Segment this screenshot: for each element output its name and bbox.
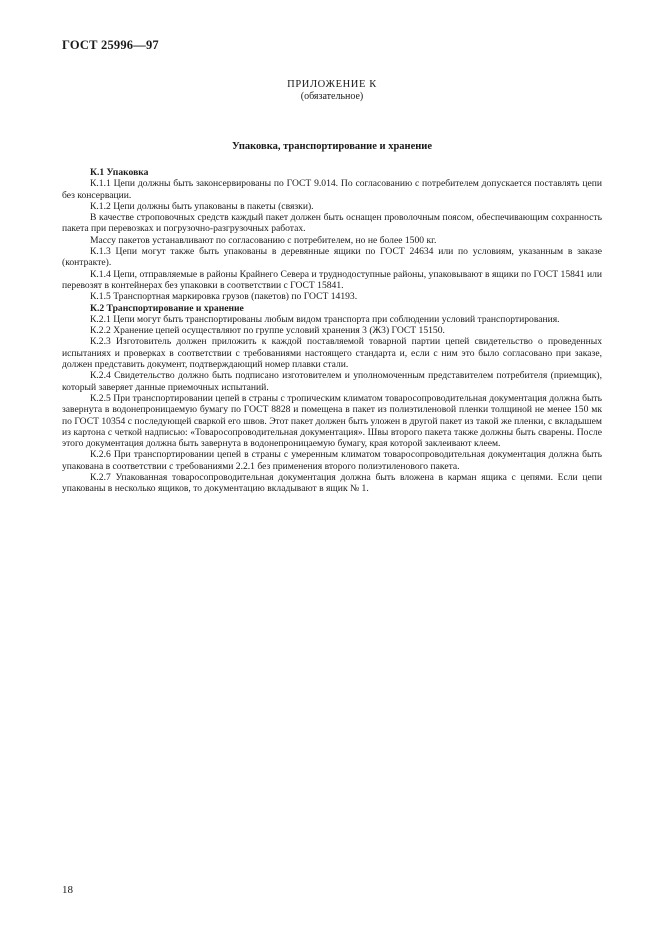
paragraph: К.2.2 Хранение цепей осуществляют по группе условий хранения 3 (Ж3) ГОСТ 15150. [90,325,445,337]
body-text [62,167,602,495]
appendix-heading [62,79,602,103]
paragraph: К.1.4 Цепи, отправляемые в районы Крайнего Севера и труднодоступные районы, упаковывают в ящики по ГОСТ 15841 или перевозят в контейнерах без упаковки в соответствии с ГОСТ 15841. [62,268,602,291]
paragraph: К.2.1 Цепи могут быть транспортированы любым видом транспорта при соблюдении условий транспортирования. [90,313,560,325]
paragraph: К.2.6 При транспортировании цепей в страны с умеренным климатом товаросопроводительная документация должна быть упакована в соответствии с требованиями 2.2.1 без применения второго полиэтиленового пакета. [62,449,602,472]
document-code: ГОСТ 25996—97 [62,38,159,52]
page-number: 18 [62,884,73,896]
paragraph: К.2.4 Свидетельство должно быть подписано изготовителем и уполномоченным представителем потребителя (приемщик), который заверяет данные приемочных испытаний. [62,370,602,393]
paragraph: Массу пакетов устанавливают по согласованию с потребителем, но не более 1500 кг. [90,234,437,246]
subsection-heading: К.2 Транспортирование и хранение [90,302,244,314]
appendix-title: ПРИЛОЖЕНИЕ К [287,79,377,90]
paragraph: К.1.5 Транспортная маркировка грузов (пакетов) по ГОСТ 14193. [90,291,358,303]
paragraph: К.2.3 Изготовитель должен приложить к каждой поставляемой товарной партии цепей свидетельство о проведенных испытаниях и проверках в соответствии с требованиями настоящего стандарта и, если с ним это было согласовано при заказе, должен представить документ, подтверждающий номер плавки стали. [62,336,602,371]
paragraph: В качестве строповочных средств каждый пакет должен быть оснащен проволочным поясом, обеспечивающим сохранность пакета при перевозках и погрузочно-разгрузочных работах. [62,212,602,235]
subsection-heading: К.1 Упаковка [90,167,149,178]
paragraph: К.1.3 Цепи могут также быть упакованы в деревянные ящики по ГОСТ 24634 или по условиям, указанным в заказе (контракте). [62,246,602,269]
appendix-status-note: (обязательное) [300,91,364,102]
paragraph: К.2.5 При транспортировании цепей в страны с тропическим климатом товаросопроводительная документация должна быть завернута в водонепроницаемую бумагу по ГОСТ 8828 и помещена в пакет из полиэтиленовой пленки толщиной не менее 150 мк по ГОСТ 10354 с последующей сваркой его швов. Этот пакет должен быть уложен в другой пакет из такой же пленки, с вкладышем из картона с четкой надписью: «Товаросопроводительная документация». Швы второго пакета также должны быть сварены. После этого документация должна быть завернута в водонепроницаемую бумагу, края которой заклеивают клеем. [62,392,602,450]
section-title: Упаковка, транспортирование и хранение [231,141,433,152]
paragraph: К.1.2 Цепи должны быть упакованы в пакеты (связки). [90,200,314,212]
paragraph: К.1.1 Цепи должны быть законсервированы по ГОСТ 9.014. По согласованию с потребителем допускается поставлять цепи без консервации. [62,178,602,201]
paragraph: К.2.7 Упакованная товаросопроводительная документация должна быть вложена в карман ящика с цепями. Если цепи упакованы в несколько ящиков, то документацию вкладывают в ящик № 1. [62,472,602,495]
